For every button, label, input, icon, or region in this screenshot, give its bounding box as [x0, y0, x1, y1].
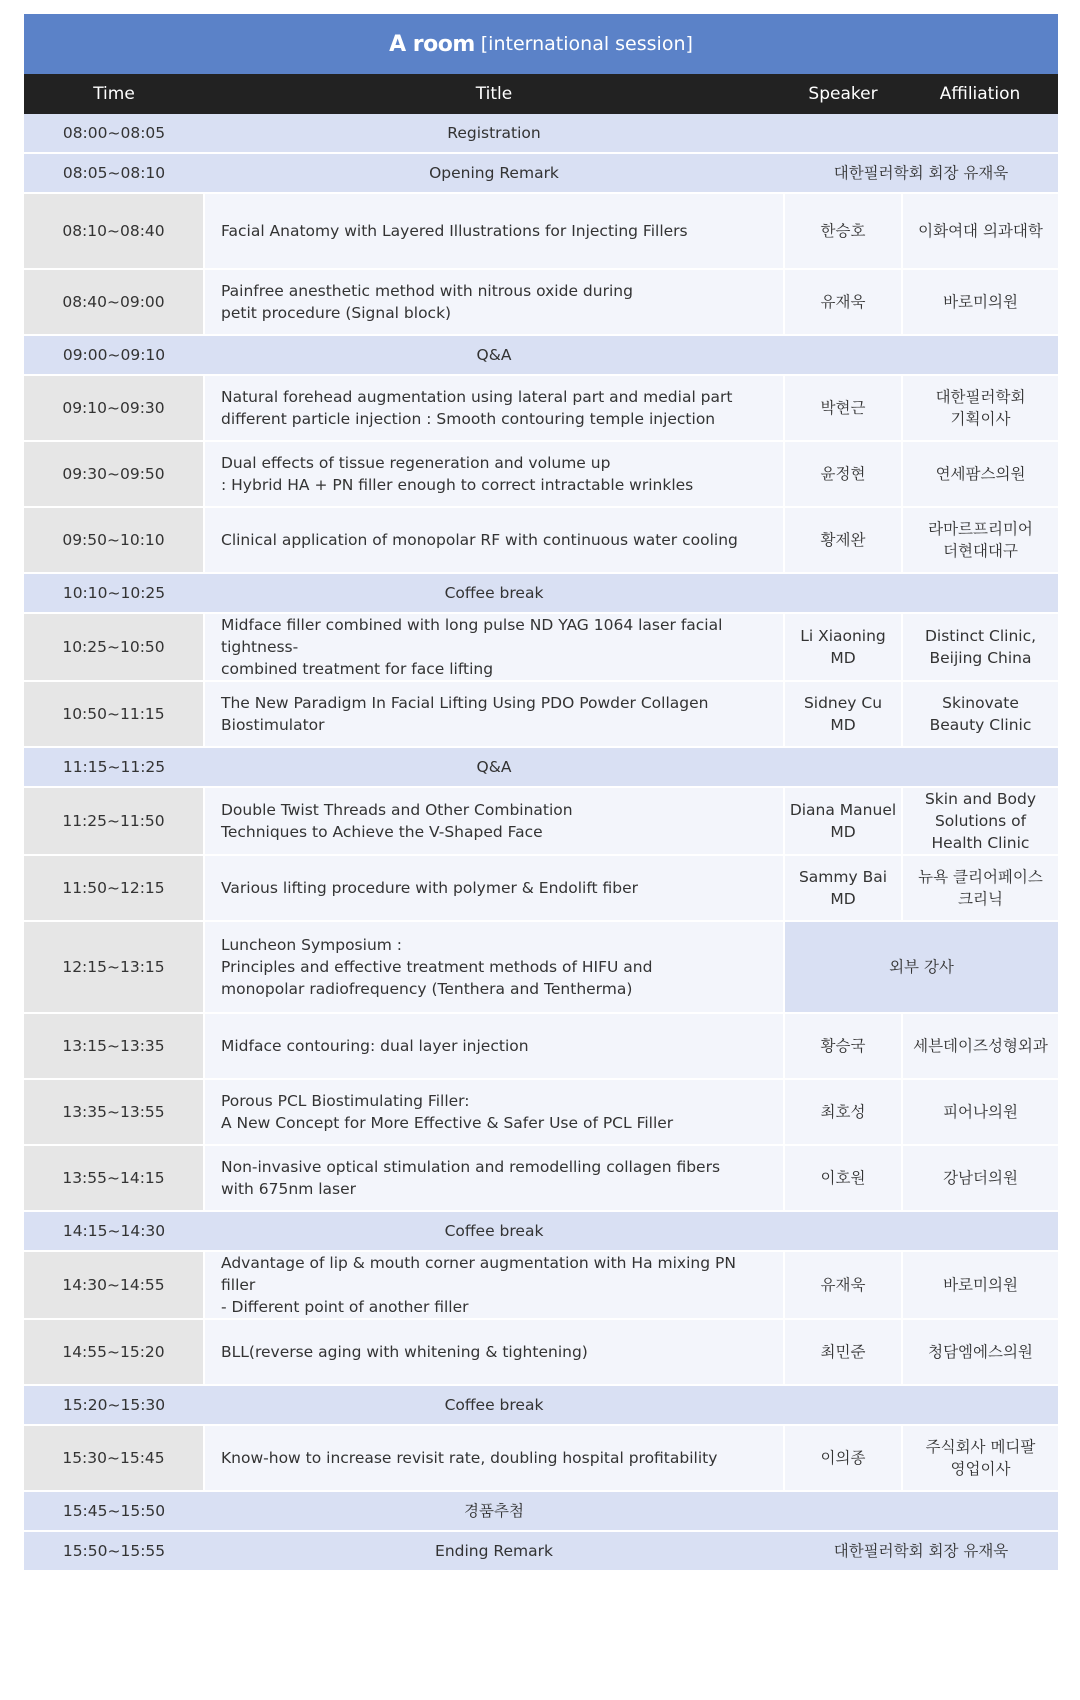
row-title-line: Midface contouring: dual layer injection [221, 1037, 529, 1055]
row-time: 08:00~08:05 [24, 114, 204, 153]
row-speaker-line: MD [830, 716, 856, 734]
row-title-line: petit procedure (Signal block) [221, 304, 452, 322]
row-affiliation [902, 193, 1058, 269]
column-header-speaker: Speaker [784, 74, 902, 114]
table-row [24, 1013, 1058, 1079]
row-affiliation [902, 441, 1058, 507]
row-speaker-line: MD [830, 890, 856, 908]
row-speaker-line: 황제완 [820, 531, 866, 549]
row-affiliation-line: 더현대대구 [943, 542, 1018, 560]
column-header-affiliation: Affiliation [902, 74, 1058, 114]
row-speaker-line: 박현근 [820, 399, 866, 417]
row-title: Coffee break [204, 573, 784, 613]
row-title [204, 613, 784, 681]
row-speaker [784, 681, 902, 747]
table-row [24, 573, 1058, 613]
row-title-line: combined treatment for face lifting [221, 660, 494, 678]
table-row [24, 1211, 1058, 1251]
row-time: 15:20~15:30 [24, 1385, 204, 1425]
row-speaker: 대한필러학회 회장 유재욱 [784, 153, 1058, 193]
session-label: [international session] [480, 33, 693, 55]
table-row [24, 153, 1058, 193]
row-title-line: with 675nm laser [221, 1180, 357, 1198]
row-time: 11:15~11:25 [24, 747, 204, 787]
row-affiliation-line: 피어나의원 [943, 1103, 1018, 1121]
row-title: 경품추첨 [204, 1491, 784, 1531]
row-title-line: Natural forehead augmentation using lateral part and medial part [221, 388, 733, 406]
column-header-title: Title [204, 74, 784, 114]
row-time: 13:35~13:55 [24, 1079, 204, 1145]
row-time: 13:55~14:15 [24, 1145, 204, 1211]
row-title-line: Clinical application of monopolar RF with continuous water cooling [221, 531, 738, 549]
table-row [24, 681, 1058, 747]
row-speaker [784, 335, 1058, 375]
row-affiliation-line: Beijing China [929, 649, 1032, 667]
row-time: 12:15~13:15 [24, 921, 204, 1013]
row-affiliation-line: 이화여대 의과대학 [918, 222, 1043, 240]
row-title [204, 681, 784, 747]
row-title [204, 787, 784, 855]
row-time: 14:30~14:55 [24, 1251, 204, 1319]
row-time: 08:40~09:00 [24, 269, 204, 335]
row-speaker [784, 573, 1058, 613]
row-title [204, 375, 784, 441]
row-title [204, 193, 784, 269]
row-time: 15:45~15:50 [24, 1491, 204, 1531]
row-time: 14:15~14:30 [24, 1211, 204, 1251]
row-speaker-line: 황승국 [820, 1037, 866, 1055]
row-title [204, 507, 784, 573]
row-title-line: different particle injection : Smooth contouring temple injection [221, 410, 716, 428]
row-title-line: Know-how to increase revisit rate, doubling hospital profitability [221, 1449, 718, 1467]
row-speaker-line: 유재욱 [820, 293, 866, 311]
row-speaker [784, 507, 902, 573]
row-title: Opening Remark [204, 153, 784, 193]
row-title-line: Porous PCL Biostimulating Filler: [221, 1092, 470, 1110]
row-affiliation-line: 강남더의원 [943, 1169, 1018, 1187]
row-title: Q&A [204, 335, 784, 375]
row-affiliation [902, 681, 1058, 747]
row-speaker [784, 747, 1058, 787]
row-title-line: A New Concept for More Effective & Safer Use of PCL Filler [221, 1114, 674, 1132]
row-title: Registration [204, 114, 784, 153]
column-header-time: Time [24, 74, 204, 114]
row-title [204, 441, 784, 507]
row-speaker [784, 1013, 902, 1079]
row-title [204, 921, 784, 1013]
row-title-line: Midface filler combined with long pulse ND YAG 1064 laser facial tightness- [221, 616, 723, 656]
row-speaker-line: Sidney Cu [803, 694, 883, 712]
row-title-line: Advantage of lip & mouth corner augmentation with Ha mixing PN filler [221, 1254, 736, 1294]
row-title-line: Facial Anatomy with Layered Illustrations for Injecting Fillers [221, 222, 688, 240]
row-title-line: : Hybrid HA + PN filler enough to correct intractable wrinkles [221, 476, 694, 494]
row-speaker [784, 269, 902, 335]
row-time: 15:50~15:55 [24, 1531, 204, 1571]
row-title: Coffee break [204, 1385, 784, 1425]
row-affiliation-line: 주식회사 메디팔 [925, 1438, 1036, 1456]
row-speaker [784, 613, 902, 681]
row-speaker [784, 441, 902, 507]
row-affiliation [902, 269, 1058, 335]
row-affiliation-line: Skin and Body [924, 790, 1037, 808]
row-title-line: Dual effects of tissue regeneration and volume up [221, 454, 611, 472]
row-title [204, 1251, 784, 1319]
header-row [24, 74, 1058, 114]
row-speaker-line: Sammy Bai [798, 868, 888, 886]
row-affiliation-line: 바로미의원 [943, 293, 1018, 311]
row-affiliation-line: 세븐데이즈성형외과 [913, 1037, 1048, 1055]
table-row [24, 1251, 1058, 1319]
row-speaker-line: 이호원 [820, 1169, 866, 1187]
row-speaker [784, 1319, 902, 1385]
row-affiliation-line: Beauty Clinic [929, 716, 1032, 734]
row-title-line: The New Paradigm In Facial Lifting Using PDO Powder Collagen [221, 694, 709, 712]
row-affiliation-line: 영업이사 [950, 1460, 1011, 1478]
row-speaker [784, 855, 902, 921]
row-title-line: - Different point of another filler [221, 1298, 469, 1316]
row-affiliation [902, 1013, 1058, 1079]
schedule-body [24, 114, 1058, 1571]
row-affiliation-line: 바로미의원 [943, 1276, 1018, 1294]
row-speaker-line: 외부 강사 [889, 958, 954, 976]
row-speaker-line: 유재욱 [820, 1276, 866, 1294]
row-affiliation-line: Solutions of [934, 812, 1027, 830]
row-speaker-line: 윤정현 [820, 465, 866, 483]
row-time: 09:50~10:10 [24, 507, 204, 573]
table-row [24, 114, 1058, 153]
row-affiliation-line: 뉴욕 클리어페이스 [918, 868, 1043, 886]
row-affiliation [902, 613, 1058, 681]
row-speaker [784, 193, 902, 269]
row-title-line: Double Twist Threads and Other Combination [221, 801, 573, 819]
table-row [24, 921, 1058, 1013]
table-row [24, 1531, 1058, 1571]
table-row [24, 1385, 1058, 1425]
table-row [24, 1491, 1058, 1531]
row-speaker [784, 1491, 1058, 1531]
table-row [24, 747, 1058, 787]
row-speaker-line: 최호성 [820, 1103, 866, 1121]
schedule-container [24, 14, 1058, 1572]
row-title: Ending Remark [204, 1531, 784, 1571]
row-title [204, 1079, 784, 1145]
row-affiliation [902, 855, 1058, 921]
row-time: 14:55~15:20 [24, 1319, 204, 1385]
row-affiliation-line: 크리닉 [958, 890, 1003, 908]
row-time: 08:10~08:40 [24, 193, 204, 269]
row-speaker [784, 1145, 902, 1211]
row-affiliation [902, 507, 1058, 573]
row-time: 11:25~11:50 [24, 787, 204, 855]
table-row [24, 613, 1058, 681]
row-speaker [784, 1079, 902, 1145]
row-affiliation-line: Health Clinic [931, 834, 1030, 852]
row-title-line: BLL(reverse aging with whitening & tightening) [221, 1343, 588, 1361]
row-time: 13:15~13:35 [24, 1013, 204, 1079]
row-speaker-line: 한승호 [820, 222, 866, 240]
row-time: 10:10~10:25 [24, 573, 204, 613]
row-title [204, 1013, 784, 1079]
row-speaker-line: Li Xiaoning [800, 627, 886, 645]
table-row [24, 269, 1058, 335]
row-speaker-line: MD [830, 823, 856, 841]
row-affiliation-line: 청담엠에스의원 [928, 1343, 1033, 1361]
row-speaker [784, 1211, 1058, 1251]
row-affiliation [902, 375, 1058, 441]
row-speaker [784, 1251, 902, 1319]
room-title: A room [389, 31, 475, 57]
row-affiliation [902, 787, 1058, 855]
row-title: Q&A [204, 747, 784, 787]
row-time: 10:50~11:15 [24, 681, 204, 747]
row-affiliation-line: Distinct Clinic, [924, 627, 1037, 645]
room-title-bar [24, 14, 1058, 74]
row-speaker-line: 이의종 [820, 1449, 866, 1467]
row-speaker-line: MD [830, 649, 856, 667]
table-row [24, 507, 1058, 573]
row-speaker [784, 114, 1058, 153]
row-time: 11:50~12:15 [24, 855, 204, 921]
table-row [24, 1425, 1058, 1491]
row-title [204, 1319, 784, 1385]
table-row [24, 1145, 1058, 1211]
row-affiliation-line: 연세팜스의원 [935, 465, 1026, 483]
row-title-line: monopolar radiofrequency (Tenthera and Tentherma) [221, 980, 633, 998]
row-speaker [784, 921, 1058, 1013]
row-time: 09:10~09:30 [24, 375, 204, 441]
row-time: 15:30~15:45 [24, 1425, 204, 1491]
row-affiliation-line: 대한필러학회 [935, 388, 1026, 406]
row-speaker [784, 787, 902, 855]
row-time: 10:25~10:50 [24, 613, 204, 681]
row-title-line: Painfree anesthetic method with nitrous oxide during [221, 282, 633, 300]
row-affiliation [902, 1079, 1058, 1145]
row-affiliation [902, 1319, 1058, 1385]
row-title: Coffee break [204, 1211, 784, 1251]
row-affiliation [902, 1145, 1058, 1211]
row-title [204, 855, 784, 921]
table-row [24, 1079, 1058, 1145]
row-speaker [784, 1385, 1058, 1425]
row-speaker [784, 375, 902, 441]
row-affiliation [902, 1425, 1058, 1491]
row-title-line: Techniques to Achieve the V-Shaped Face [221, 823, 543, 841]
row-speaker [784, 1425, 902, 1491]
table-row [24, 787, 1058, 855]
table-row [24, 193, 1058, 269]
row-title [204, 1145, 784, 1211]
row-affiliation [902, 1251, 1058, 1319]
row-title-line: Biostimulator [221, 716, 325, 734]
row-speaker-line: 최민준 [820, 1343, 866, 1361]
table-row [24, 335, 1058, 375]
row-speaker-line: Diana Manuel [789, 801, 897, 819]
table-row [24, 441, 1058, 507]
row-title-line: Various lifting procedure with polymer & Endolift fiber [221, 879, 639, 897]
row-title [204, 1425, 784, 1491]
row-affiliation-line: Skinovate [942, 694, 1019, 712]
row-title [204, 269, 784, 335]
row-speaker: 대한필러학회 회장 유재욱 [784, 1531, 1058, 1571]
row-title-line: Principles and effective treatment methods of HIFU and [221, 958, 653, 976]
table-row [24, 855, 1058, 921]
row-title-line: Non-invasive optical stimulation and remodelling collagen fibers [221, 1158, 721, 1176]
row-time: 09:00~09:10 [24, 335, 204, 375]
row-affiliation-line: 기획이사 [950, 410, 1011, 428]
table-row [24, 1319, 1058, 1385]
row-time: 08:05~08:10 [24, 153, 204, 193]
schedule-table [24, 74, 1058, 1572]
row-title-line: Luncheon Symposium : [221, 936, 403, 954]
row-time: 09:30~09:50 [24, 441, 204, 507]
row-affiliation-line: 라마르프리미어 [928, 520, 1033, 538]
table-row [24, 375, 1058, 441]
